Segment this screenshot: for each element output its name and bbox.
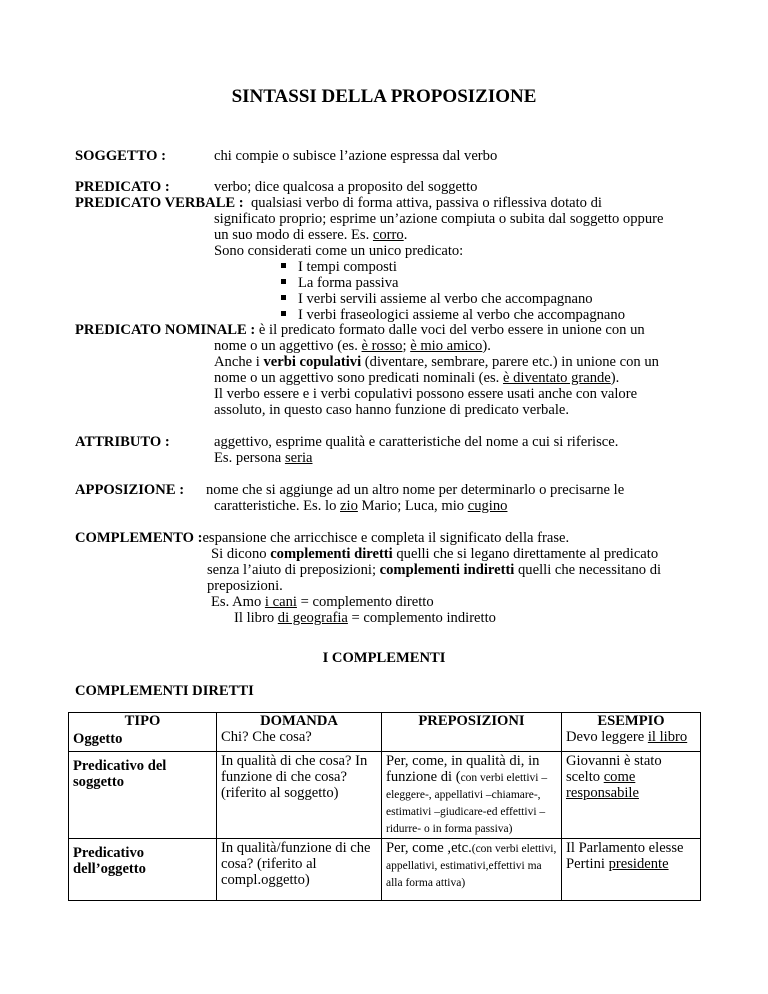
complemento-line-5: Es. Amo i cani = complemento diretto xyxy=(211,594,434,610)
predicato-nominale-line-3: Anche i verbi copulativi (diventare, sembrare, parere etc.) in unione con un xyxy=(214,354,659,370)
domanda-oggetto: Chi? Che cosa? xyxy=(221,729,312,745)
predicato-definition: verbo; dice qualcosa a proposito del soggetto xyxy=(214,179,478,195)
table-header-esempio: ESEMPIO xyxy=(597,713,665,729)
square-bullet-icon xyxy=(281,311,286,316)
preposizioni-predicativo-oggetto: Per, come ,etc.(con verbi elettivi, appellativi, estimativi,effettivi ma alla forma attiva) xyxy=(382,839,562,901)
bullet-item: La forma passiva xyxy=(281,275,399,291)
section-heading-complementi: I COMPLEMENTI xyxy=(322,650,446,666)
predicato-nominale-line-5: Il verbo essere e i verbi copulativi possono essere usati anche con valore xyxy=(214,386,638,402)
predicato-nominale-line-2: nome o un aggettivo (es. è rosso; è mio amico). xyxy=(214,338,491,354)
tipo-oggetto: Oggetto xyxy=(73,731,123,747)
predicato-nominale-line-1: PREDICATO NOMINALE : è il predicato formato dalle voci del verbo essere in unione con un xyxy=(75,322,645,338)
square-bullet-icon xyxy=(281,279,286,284)
apposizione-line-1: nome che si aggiunge ad un altro nome per determinarlo o precisarne le xyxy=(206,482,625,498)
table-header-preposizioni: PREPOSIZIONI xyxy=(418,713,525,729)
predicato-verbale-line-2: significato proprio; esprime un’azione compiuta o subita dal soggetto oppure xyxy=(214,211,664,227)
table-cell xyxy=(69,713,217,752)
predicato-nominale-label: PREDICATO NOMINALE : xyxy=(75,322,256,338)
preposizioni-predicativo-soggetto: Per, come, in qualità di, in funzione di (con verbi elettivi –eleggere-, appellativi –chiamare-, estimativi –giudicare-ed effettivi –ridurre- o in forma passiva) xyxy=(382,752,562,839)
table-row xyxy=(69,713,701,752)
table-row xyxy=(69,839,701,901)
predicato-verbale-label: PREDICATO VERBALE : xyxy=(75,195,244,211)
domanda-predicativo-oggetto: In qualità/funzione di che cosa? (riferito al compl.oggetto) xyxy=(217,839,382,901)
complemento-label: COMPLEMENTO : xyxy=(75,530,203,546)
tipo-predicativo-oggetto: Predicativo dell’oggetto xyxy=(69,839,217,901)
predicato-verbale-line-4: Sono considerati come un unico predicato: xyxy=(214,243,464,259)
predicato-nominale-line-6: assoluto, in questo caso hanno funzione di predicato verbale. xyxy=(214,402,570,418)
complemento-line-1: COMPLEMENTO :espansione che arricchisce e completa il significato della frase. xyxy=(75,530,570,546)
table-row xyxy=(69,752,701,839)
predicato-verbale-line-1: qualsiasi verbo di forma attiva, passiva o riflessiva dotato di xyxy=(251,195,602,211)
complemento-line-4: preposizioni. xyxy=(207,578,283,594)
predicato-nominale-line-4: nome o un aggettivo sono predicati nominali (es. è diventato grande). xyxy=(214,370,620,386)
tipo-predicativo-soggetto: Predicativo del soggetto xyxy=(69,752,217,839)
soggetto-definition: chi compie o subisce l’azione espressa dal verbo xyxy=(214,148,498,164)
predicato-verbale-line-3: un suo modo di essere. Es. corro. xyxy=(214,227,408,243)
attributo-label: ATTRIBUTO : xyxy=(75,434,170,450)
soggetto-label: SOGGETTO : xyxy=(75,148,166,164)
esempio-predicativo-oggetto: Il Parlamento elesse Pertini presidente xyxy=(562,839,701,901)
attributo-line-2: Es. persona seria xyxy=(214,450,313,466)
square-bullet-icon xyxy=(281,263,286,268)
table-header-domanda: DOMANDA xyxy=(260,713,338,729)
esempio-oggetto: Devo leggere il libro xyxy=(566,729,688,745)
apposizione-line-2: caratteristiche. Es. lo zio Mario; Luca, mio cugino xyxy=(214,498,508,514)
esempio-predicativo-soggetto: Giovanni è stato scelto come responsabile xyxy=(562,752,701,839)
apposizione-label: APPOSIZIONE : xyxy=(75,482,185,498)
bullet-item: I verbi servili assieme al verbo che accompagnano xyxy=(281,291,593,307)
predicato-label: PREDICATO : xyxy=(75,179,170,195)
bullet-item: I verbi fraseologici assieme al verbo che accompagnano xyxy=(281,307,625,323)
complemento-line-6: Il libro di geografia = complemento indiretto xyxy=(234,610,496,626)
example-underlined: corro xyxy=(372,227,404,243)
complemento-line-2: Si dicono complementi diretti quelli che si legano direttamente al predicato xyxy=(211,546,659,562)
table-cell xyxy=(217,713,382,752)
attributo-line-1: aggettivo, esprime qualità e caratteristiche del nome a cui si riferisce. xyxy=(214,434,619,450)
bullet-item: I tempi composti xyxy=(281,259,397,275)
square-bullet-icon xyxy=(281,295,286,300)
table-cell xyxy=(562,713,701,752)
complemento-line-3: senza l’aiuto di preposizioni; complementi indiretti quelli che necessitano di xyxy=(207,562,662,578)
domanda-predicativo-soggetto: In qualità di che cosa? In funzione di che cosa? (riferito al soggetto) xyxy=(217,752,382,839)
table-cell xyxy=(382,713,562,752)
page-title: SINTASSI DELLA PROPOSIZIONE xyxy=(231,86,537,107)
table-header-tipo: TIPO xyxy=(124,713,161,729)
complementi-diretti-table xyxy=(68,712,701,901)
section-heading-diretti: COMPLEMENTI DIRETTI xyxy=(75,683,254,699)
